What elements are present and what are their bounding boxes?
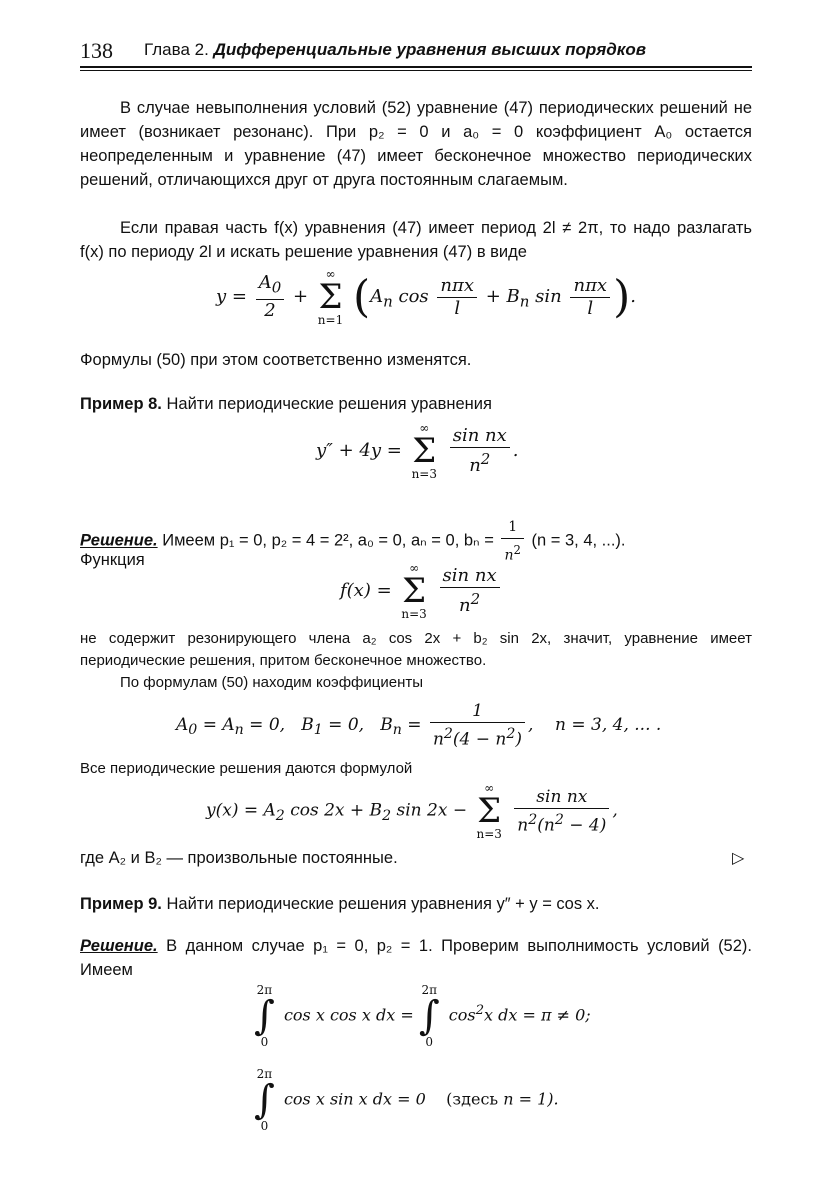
formula-example-8-equation: y″ + 4y = ∞ Σ n=3 $\frac{\text{sin nx}}{n^2}$ .	[316, 421, 519, 481]
example-8-text: Найти периодические решения уравнения	[166, 395, 492, 413]
example-8-label: Пример 8.	[80, 395, 162, 413]
chapter-prefix: Глава 2.	[144, 40, 209, 59]
paragraph-no-resonance: не содержит резонирующего члена a₂ cos 2x + b₂ sin 2x, значит, уравнение имеет периодические решения, притом бесконечное множество.	[80, 630, 752, 669]
page-number: 138	[80, 38, 113, 63]
solution-9	[80, 934, 752, 982]
paragraph-resonance: В случае невыполнения условий (52) уравнение (47) периодических решений не имеет (возникает резонанс). При p₂ = 0 и a₀ = 0 коэффициент A₀ остается неопределенным и уравнение (47) имеет бесконечное множество периодических решений, отличающихся друг от друга постоянным слагаемым.	[80, 99, 752, 189]
formula-integral-cos-cos: 2π ∫ 0 cos x cos x dx = 2π ∫ 0 $\cos^2x$ dx = π ≠ 0;	[254, 983, 591, 1049]
paragraph-all-solutions: Все периодические решения даются формулой	[80, 760, 413, 777]
paragraph-constants: где A₂ и B₂ — произвольные постоянные.	[80, 849, 398, 867]
solution-9-text: В данном случае p₁ = 0, p₂ = 1. Проверим выполнимость условий (52). Имеем	[80, 937, 752, 979]
formula-coefficients: $A_0 = A_n = 0$, $B_1 = 0$, $B_n$ = $\frac{1}{n^2(4 - n^2)}$ , n = 3, 4, ... .	[176, 701, 662, 750]
chapter-title: Дифференциальные уравнения высших порядков	[213, 40, 647, 59]
formula-fourier-series: y = $\frac{A_0}{2}$ + ∞ Σ n=1 ($A_n$ cos $\frac{\text{nπx}}{l}$ + $B_n$ sin $\frac{\text{nπx}}{l}$ ).	[216, 267, 636, 327]
example-9-statement	[80, 892, 752, 916]
formula-integral-cos-sin: 2π ∫ 0 cos x sin x dx = 0 (здесь n = 1).	[254, 1067, 559, 1133]
solution-8-label: Решение.	[80, 531, 158, 550]
formula-function-f: f(x) = ∞ Σ n=3 $\frac{\text{sin nx}}{n^2}$	[340, 562, 503, 620]
end-of-example-icon: ▷	[732, 850, 745, 867]
paragraph-coefficients: По формулам (50) находим коэффициенты	[120, 674, 424, 691]
solution-8-text: Имеем p₁ = 0, p₂ = 4 = 2², a₀ = 0, aₙ = 0, bₙ =	[162, 531, 494, 550]
solution-8-tail: (n = 3, 4, ...).	[531, 531, 626, 550]
chapter-heading	[144, 40, 646, 60]
example-9-text: Найти периодические решения уравнения y″ + y = cos x.	[166, 895, 600, 913]
solution-9-label: Решение.	[80, 937, 158, 955]
header-rule	[80, 66, 752, 68]
example-8-statement	[80, 392, 752, 416]
function-word: Функция	[80, 551, 145, 569]
running-header	[80, 36, 752, 66]
example-9-label: Пример 9.	[80, 895, 162, 913]
paragraph-formulas-change: Формулы (50) при этом соответственно изменятся.	[80, 351, 472, 369]
header-rule-thin	[80, 70, 752, 71]
solution-8: Решение. Имеем p₁ = 0, p₂ = 4 = 2², a₀ = 0, aₙ = 0, bₙ = $\frac{1}{n^2}$ (n = 3, 4, ...).	[80, 516, 752, 567]
paragraph-period: Если правая часть f(x) уравнения (47) имеет период 2l ≠ 2π, то надо разлагать f(x) по периоду 2l и искать решение уравнения (47) в виде	[80, 219, 752, 261]
formula-general-solution: $y(x) = A_2$ $\cos 2x + B_2$ sin 2x − ∞ Σ n=3 $\frac{\text{sin nx}}{n^2(n^2 - 4)}$ ,	[206, 781, 618, 841]
